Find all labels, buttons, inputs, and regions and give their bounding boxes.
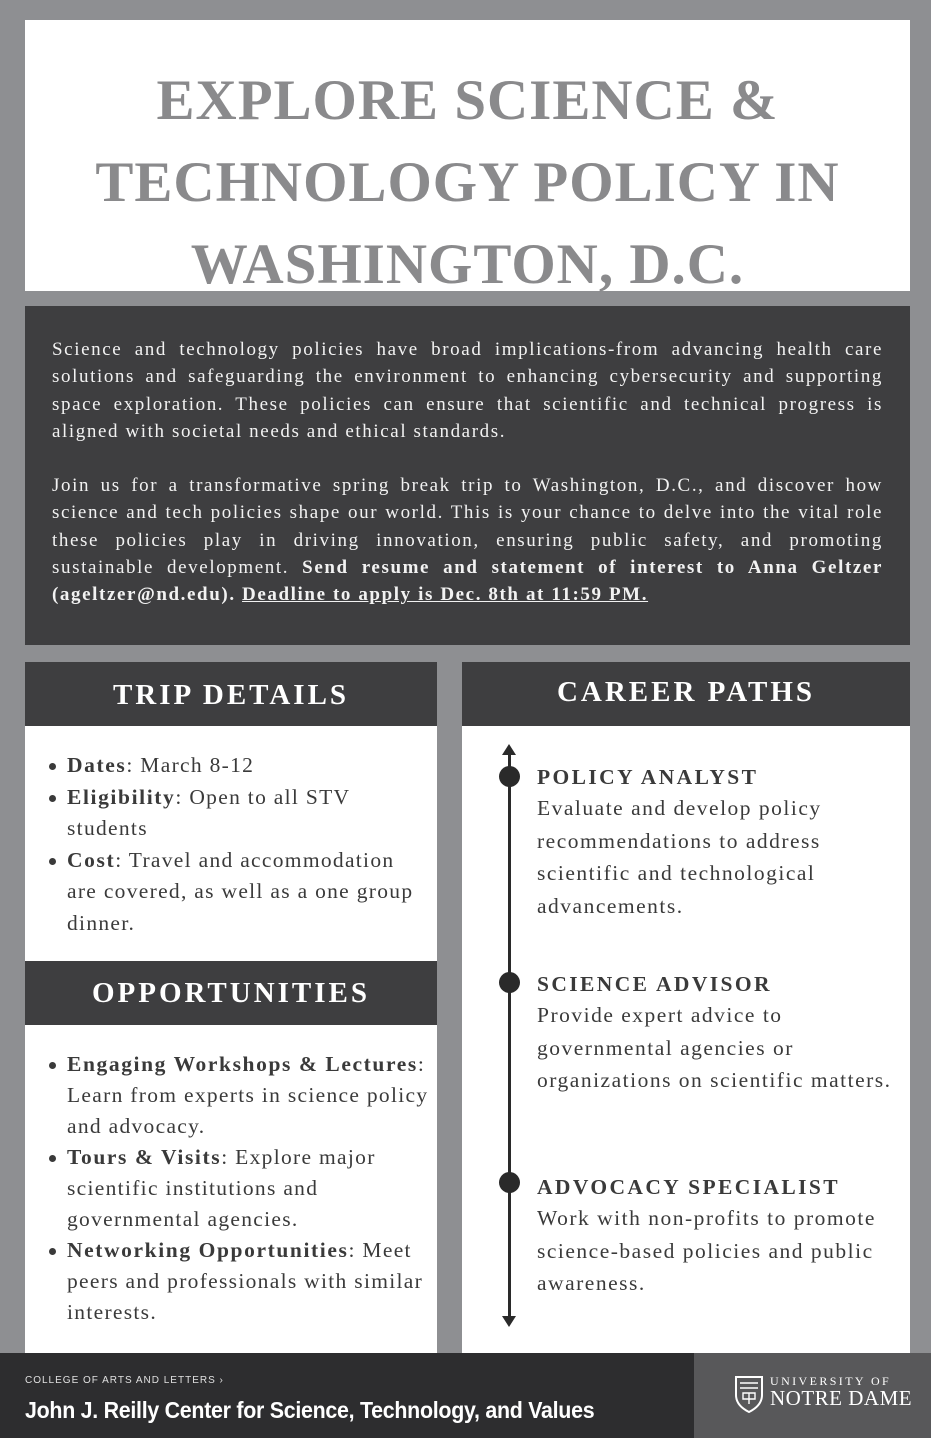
item-text: : Open to all STV students — [67, 784, 350, 840]
footer — [0, 1353, 931, 1438]
career-item-advocacy-specialist — [537, 1172, 898, 1300]
title-banner — [25, 20, 910, 296]
notre-dame-text: NOTRE DAME — [770, 1386, 913, 1410]
arrow-up-icon — [502, 744, 516, 755]
item-label: Networking Opportunities — [67, 1238, 349, 1262]
timeline-dot-icon — [499, 972, 520, 993]
arrow-down-icon — [502, 1316, 516, 1327]
trip-details-heading: TRIP DETAILS — [25, 662, 437, 726]
item-text: : March 8-12 — [126, 753, 255, 777]
intro-paragraph-1: Science and technology policies have broad implications-from advancing health care solutions and safeguarding the environment to enhancing cybersecurity and supporting space exploration. These policies can ensure that scientific and technical progress is aligned with societal needs and ethical standards. — [52, 339, 883, 442]
career-paths-heading: CAREER PATHS — [462, 662, 910, 726]
item-text: : Explore major scientific institutions and governmental agencies. — [67, 1145, 376, 1231]
list-item — [45, 782, 429, 845]
university-of-text: UNIVERSITY OF — [770, 1374, 892, 1388]
career-title: ADVOCACY SPECIALIST — [537, 1175, 841, 1199]
university-logo-area — [694, 1353, 931, 1438]
career-item-science-advisor — [537, 969, 898, 1097]
career-description: Work with non-profits to promote science-based policies and public awareness. — [537, 1206, 876, 1295]
career-paths-panel — [462, 726, 910, 1353]
timeline-line — [508, 750, 511, 1322]
item-label: Cost — [67, 847, 116, 872]
career-title: SCIENCE ADVISOR — [537, 972, 772, 996]
career-item-policy-analyst — [537, 762, 898, 922]
timeline-dot-icon — [499, 1172, 520, 1193]
list-item — [45, 845, 429, 940]
opportunities-heading: OPPORTUNITIES — [25, 961, 437, 1025]
opportunities-panel — [25, 1025, 437, 1353]
timeline-dot-icon — [499, 766, 520, 787]
opportunities-list — [45, 1049, 429, 1328]
intro-paragraph-2 — [52, 472, 883, 608]
item-text: : Meet peers and professionals with similar interests. — [67, 1238, 424, 1324]
item-text: : Learn from experts in science policy and advocacy. — [67, 1052, 429, 1138]
deadline-text: Deadline to apply is Dec. 8th at 11:59 PM. — [242, 584, 649, 606]
item-label: Dates — [67, 753, 127, 777]
university-crest-icon — [734, 1375, 764, 1413]
intro-section — [25, 306, 910, 645]
item-label: Tours & Visits — [67, 1145, 222, 1169]
list-item — [45, 1142, 429, 1235]
item-label: Eligibility — [67, 784, 176, 809]
call-to-action: Send resume and statement of interest to Anna Geltzer (ageltzer@nd.edu). — [52, 557, 883, 606]
list-item — [45, 1049, 429, 1142]
item-text: : Travel and accommodation are covered, as well as a one group dinner. — [67, 847, 414, 935]
career-title: POLICY ANALYST — [537, 765, 759, 789]
list-item — [45, 750, 429, 782]
career-description: Evaluate and develop policy recommendations to address scientific and technological advancements. — [537, 796, 822, 918]
intro-paragraph-2-text: Join us for a transformative spring break trip to Washington, D.C., and discover how science and tech policies shape our world. This is your chance to delve into the vital role these policies play in driving innovation, ensuring public safety, and promoting sustainable development. — [52, 475, 883, 579]
trip-details-list — [45, 750, 429, 939]
list-item — [45, 1235, 429, 1328]
page-title: EXPLORE SCIENCE & TECHNOLOGY POLICY IN WASHINGTON, D.C. — [95, 69, 840, 296]
center-name: John J. Reilly Center for Science, Technology, and Values — [25, 1397, 595, 1423]
college-link[interactable]: COLLEGE OF ARTS AND LETTERS › — [25, 1375, 224, 1386]
trip-details-panel — [25, 726, 437, 961]
item-label: Engaging Workshops & Lectures — [67, 1052, 418, 1076]
career-description: Provide expert advice to governmental agencies or organizations on scientific matters. — [537, 1003, 892, 1092]
